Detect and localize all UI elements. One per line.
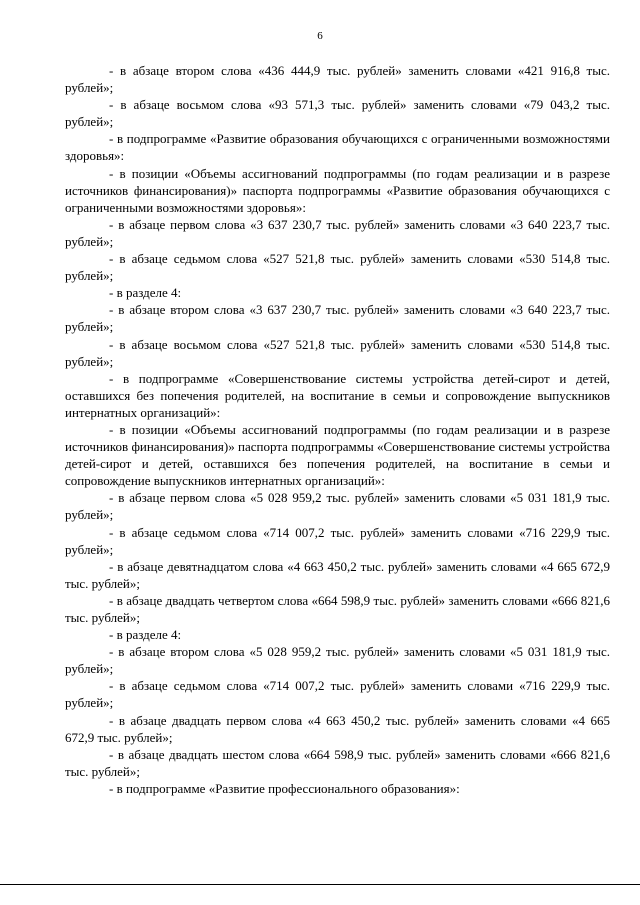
bottom-rule	[0, 884, 640, 885]
paragraph: - в абзаце девятнадцатом слова «4 663 450,2 тыс. рублей» заменить словами «4 665 672,9 тыс. рублей»;	[65, 558, 610, 591]
paragraph: - в абзаце двадцать четвертом слова «664 598,9 тыс. рублей» заменить словами «666 821,6 тыс. рублей»;	[65, 592, 610, 625]
paragraph: - в абзаце втором слова «3 637 230,7 тыс. рублей» заменить словами «3 640 223,7 тыс. рублей»;	[65, 302, 610, 335]
paragraph: - в абзаце двадцать шестом слова «664 598,9 тыс. рублей» заменить словами «666 821,6 тыс. рублей»;	[65, 746, 610, 779]
paragraph: - в абзаце седьмом слова «714 007,2 тыс. рублей» заменить словами «716 229,9 тыс. рублей»;	[65, 678, 610, 711]
document-body	[65, 62, 610, 797]
paragraph: - в позиции «Объемы ассигнований подпрограммы (по годам реализации и в разрезе источников финансирования)» паспорта подпрограммы «Развитие образования обучающихся с ограниченными возможностями здоровья»:	[65, 165, 610, 215]
paragraph: - в абзаце втором слова «5 028 959,2 тыс. рублей» заменить словами «5 031 181,9 тыс. рублей»;	[65, 644, 610, 677]
paragraph: - в абзаце двадцать первом слова «4 663 450,2 тыс. рублей» заменить словами «4 665 672,9 тыс. рублей»;	[65, 712, 610, 745]
paragraph: - в подпрограмме «Совершенствование системы устройства детей-сирот и детей, оставшихся без попечения родителей, на воспитание в семьи и сопровождение выпускников интернатных организаций»:	[65, 370, 610, 420]
paragraph: - в абзаце первом слова «5 028 959,2 тыс. рублей» заменить словами «5 031 181,9 тыс. рублей»;	[65, 490, 610, 523]
paragraph: - в позиции «Объемы ассигнований подпрограммы (по годам реализации и в разрезе источников финансирования)» паспорта подпрограммы «Совершенствование системы устройства детей-сирот и детей, оставшихся без попечения родителей, на воспитание в семьи и сопровождение выпускников интернатных организаций»:	[65, 421, 610, 489]
paragraph: - в подпрограмме «Развитие профессионального образования»:	[109, 780, 460, 796]
page-number: 6	[317, 30, 323, 42]
paragraph: - в подпрограмме «Развитие образования обучающихся с ограниченными возможностями здоровья»:	[65, 131, 610, 164]
paragraph: - в абзаце первом слова «3 637 230,7 тыс. рублей» заменить словами «3 640 223,7 тыс. рублей»;	[65, 216, 610, 249]
paragraph: - в разделе 4:	[109, 627, 182, 643]
paragraph: - в абзаце восьмом слова «527 521,8 тыс. рублей» заменить словами «530 514,8 тыс. рублей»;	[65, 336, 610, 369]
paragraph: - в абзаце восьмом слова «93 571,3 тыс. рублей» заменить словами «79 043,2 тыс. рублей»;	[65, 97, 610, 130]
paragraph: - в абзаце седьмом слова «527 521,8 тыс. рублей» заменить словами «530 514,8 тыс. рублей»;	[65, 251, 610, 284]
paragraph: - в разделе 4:	[109, 285, 182, 301]
paragraph: - в абзаце седьмом слова «714 007,2 тыс. рублей» заменить словами «716 229,9 тыс. рублей»;	[65, 524, 610, 557]
paragraph: - в абзаце втором слова «436 444,9 тыс. рублей» заменить словами «421 916,8 тыс. рублей»;	[65, 63, 610, 96]
